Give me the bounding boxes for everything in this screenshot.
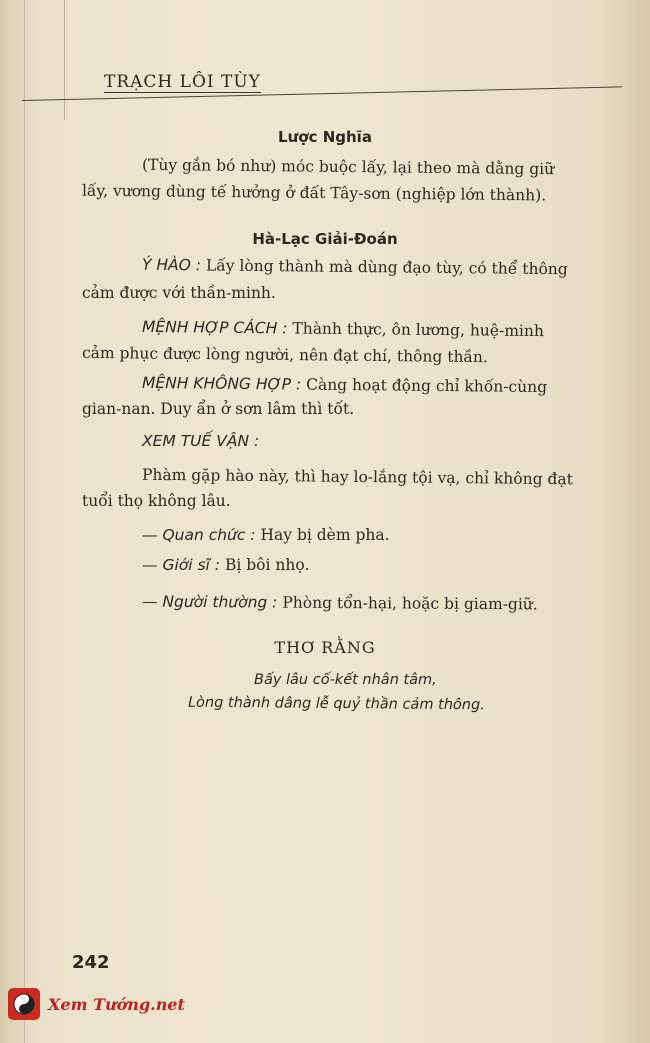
site-logo[interactable] bbox=[8, 988, 185, 1020]
body-line: tuổi thọ không lâu. bbox=[82, 492, 231, 510]
page-number: 242 bbox=[72, 952, 110, 973]
poem-line: Bấy lâu cố-kết nhân tâm, bbox=[254, 672, 437, 688]
yin-yang-icon bbox=[8, 988, 40, 1020]
y-hao-text: Lấy lòng thành mà dùng đạo tùy, có thể thông bbox=[205, 256, 568, 279]
item-text: Phòng tổn-hại, hoặc bị giam-giữ. bbox=[282, 593, 538, 614]
y-hao-line bbox=[142, 256, 568, 278]
poem-title: THƠ RẰNG bbox=[274, 638, 376, 657]
list-item: — Quan chức : Hay bị dèm pha. bbox=[142, 526, 390, 544]
body-line: Phàm gặp hào này, thì hay lo-lắng tội vạ, chỉ không đạt bbox=[141, 465, 573, 489]
menh-hop-cach-line bbox=[142, 318, 544, 340]
body-line: (Tùy gắn bó như) móc buộc lấy, lại theo mà dằng giữ bbox=[141, 155, 555, 179]
menh-khong-hop-line bbox=[142, 374, 547, 396]
y-hao-label: Ý HÀO : bbox=[141, 255, 202, 275]
section-heading-luoc-nghia: Lược Nghĩa bbox=[278, 128, 372, 146]
item-label: Người thường : bbox=[162, 592, 278, 612]
item-label: Giới sĩ : bbox=[162, 556, 221, 574]
body-line: cảm phục được lòng người, nên đạt chí, thông thần. bbox=[81, 343, 488, 367]
menh-hop-cach-label: MỆNH HỢP CÁCH : bbox=[141, 317, 288, 338]
item-text: Bị bôi nhọ. bbox=[224, 556, 310, 574]
binding-edge-mark bbox=[64, 0, 65, 120]
body-line: gian-nan. Duy ẩn ở sơn lâm thì tốt. bbox=[82, 400, 355, 418]
binding-edge bbox=[24, 0, 25, 1043]
body-line: lấy, vương dùng tế hưởng ở đất Tây-sơn (nghiệp lớn thành). bbox=[81, 181, 547, 205]
menh-hop-cach-text: Thành thực, ôn lương, huệ-minh bbox=[292, 319, 544, 341]
list-item: — Người thường : Phòng tổn-hại, hoặc bị giam-giữ. bbox=[141, 592, 538, 614]
menh-khong-hop-label: MỆNH KHÔNG HỢP : bbox=[141, 373, 302, 394]
running-header: TRẠCH LÔI TÙY bbox=[104, 72, 261, 92]
item-label: Quan chức : bbox=[162, 526, 256, 544]
list-item: — Giới sĩ : Bị bôi nhọ. bbox=[142, 556, 310, 574]
menh-khong-hop-text: Càng hoạt động chỉ khốn-cùng bbox=[306, 375, 548, 397]
body-line: cảm được với thần-minh. bbox=[82, 284, 276, 302]
section-heading-ha-lac: Hà-Lạc Giải-Đoán bbox=[252, 230, 398, 248]
item-text: Hay bị dèm pha. bbox=[260, 526, 390, 544]
logo-text: Xem Tướng.net bbox=[48, 994, 185, 1014]
poem-line: Lòng thành dâng lễ quỷ thần cảm thông. bbox=[187, 694, 485, 714]
xem-tue-van-label: XEM TUẾ VẬN : bbox=[142, 432, 260, 450]
